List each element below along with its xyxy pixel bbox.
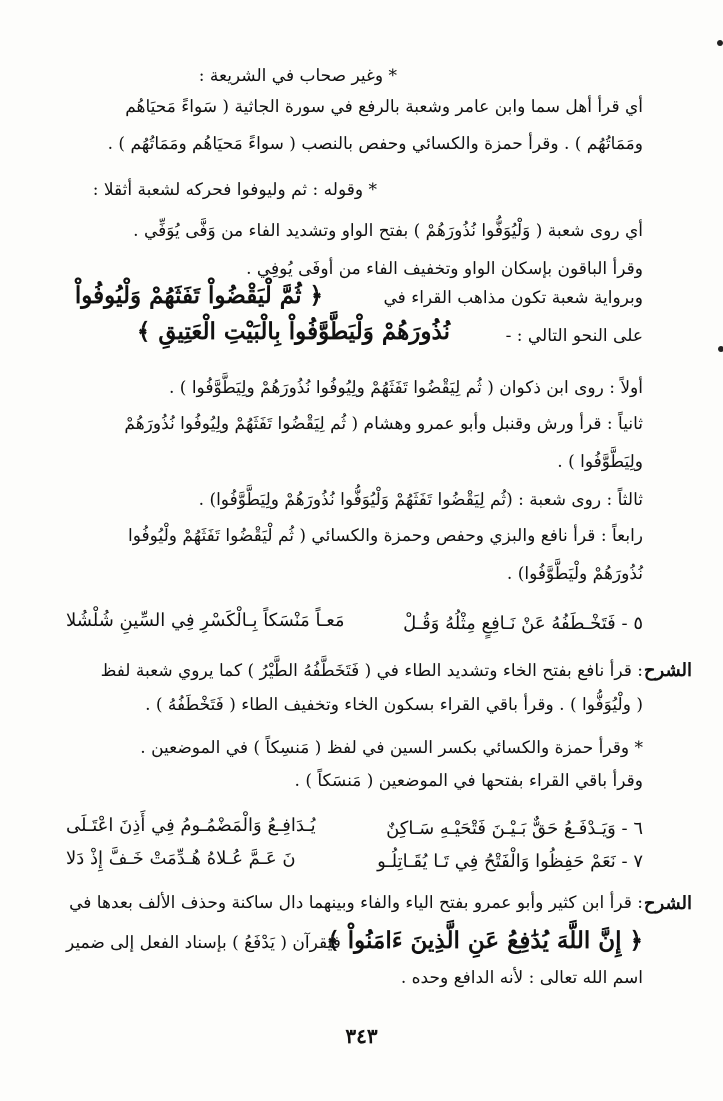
heading-line: * وقوله : ثم وليوفوا فحركه لشعبة أثقلا :	[92, 180, 377, 200]
quran-verse: ﴿ ثُمَّ لْيَقْضُواْ تَفَثَهُمْ وَلْيُوفُواْ	[74, 282, 323, 309]
text-line: : قرأ ابن كثير وأبو عمرو بفتح الياء والفاء وبينهما دال ساكنة وحذف الألف بعدها في	[69, 893, 643, 913]
quran-verse: ﴿ إِنَّ اللَّهَ يُدَٰفِعُ عَنِ الَّذِينَ ءَامَنُواْ ﴾	[326, 927, 643, 954]
text-line: وبرواية شعبة تكون مذاهب القراء في	[383, 288, 643, 308]
scan-mark	[718, 346, 723, 352]
list-item: ثالثاً : روى شعبة : (ثُم لِيَقْضُوا تَفَثَهُمْ وَلْيُوَفُّوا نُذُورَهُمْ ولِيَطَّوَّفُوا) .	[198, 490, 643, 510]
text-line: أي قرأ أهل سما وابن عامر وشعبة بالرفع في سورة الجاثية ( سَواءً مَحيَاهُم	[125, 97, 643, 117]
text-line: أي روى شعبة ( وَلْيُوَفُّوا نُذُورَهُمْ ) بفتح الواو وتشديد الفاء من وَفَّى يُوَفِّي .	[133, 221, 643, 241]
poem-verse: ٥ - فَتَخْـطَفُهُ عَنْ نَـافِعٍ مِثْلُهُ وَقُـلْ	[403, 613, 643, 634]
list-item: أولاً : روى ابن ذكوان ( ثُم لِيَقْضُوا تَفَثَهُمْ ولِيُوفُوا نُذُورَهُمْ ولِيَطَّوَّفُوا ) .	[168, 378, 643, 398]
sharh-label: الشرح	[643, 893, 692, 914]
poem-verse: ٧ - نَعَمْ حَفِظُوا وَالْفَتْحُ فِي تَـا يُقَـاتِلُـو	[377, 851, 643, 872]
list-item: ثانياً : قرأ ورش وقنبل وأبو عمرو وهشام ( ثُم لِيَقْضُوا تَفَثَهُمْ ولِيُوفُوا نُذُورَهُمْ	[124, 414, 643, 434]
text-line: : قرأ نافع بفتح الخاء وتشديد الطاء في ( فَتَخَطَّفُهُ الطَّيْرُ ) كما يروي شعبة لفظ	[100, 661, 643, 681]
text-line: نُذُورَهُمْ ولْيَطَّوَّفُوا) .	[506, 564, 643, 584]
text-line: على النحو التالي : -	[505, 326, 643, 346]
poem-verse: نَ عَـمَّ عُـلاهُ هُـدِّمَتْ خَـفَّ إِذْ دَلا	[66, 848, 296, 869]
text-line: وقرأ باقي القراء بفتحها في الموضعين ( مَنسَكاً ) .	[294, 771, 643, 791]
poem-verse: مَعـاً مَنْسَكاً بِـالْكَسْرِ فِي السِّينِ شُلْشُلا	[66, 610, 345, 631]
quran-verse: نُذُورَهُمْ وَلْيَطَّوَّفُواْ بِالْبَيْتِ الْعَتِيقِ ﴾	[136, 318, 450, 345]
text-line: فيقرآن ( يَدْفَعُ ) بإسناد الفعل إلى ضمير	[66, 933, 341, 953]
text-line: ولِيَطَّوَّفُوا ) .	[557, 452, 643, 472]
text-line: وقرأ الباقون بإسكان الواو وتخفيف الفاء من أوفَى يُوفِي .	[246, 259, 643, 279]
poem-verse: يُـدَافِـعُ وَالْمَضْمُـومُ فِي أَذِنَ اعْتَـلَى	[66, 815, 316, 836]
poem-verse: ٦ - وَيَـدْفَـعُ حَقٌّ بَـيْـنَ فَتْحَيْـهِ سَـاكِنٌ	[386, 818, 643, 839]
text-line: ( ولْيُوَفُّوا ) . وقرأ باقي القراء بسكون الخاء وتخفيف الطاء ( فَتَخْطَفُهُ ) .	[145, 695, 643, 715]
sharh-label: الشرح	[643, 660, 692, 681]
text-line: اسم الله تعالى : لأنه الدافع وحده .	[400, 968, 643, 988]
scan-mark	[717, 40, 723, 46]
heading-line: * وغير صحاب في الشريعة :	[198, 66, 397, 86]
page-number: ٣٤٣	[345, 1024, 378, 1048]
text-line: * وقرأ حمزة والكسائي بكسر السين في لفظ ( مَنسِكاً ) في الموضعين .	[140, 738, 643, 758]
list-item: رابعاً : قرأ نافع والبزي وحفص وحمزة والكسائي ( ثُم لْيَقْضُوا تَفَثَهُمْ ولْيُوفُوا	[128, 526, 643, 546]
text-line: ومَمَاتُهُم ) . وقرأ حمزة والكسائي وحفص بالنصب ( سواءً مَحيَاهُم ومَمَاتُهُم ) .	[107, 134, 643, 154]
